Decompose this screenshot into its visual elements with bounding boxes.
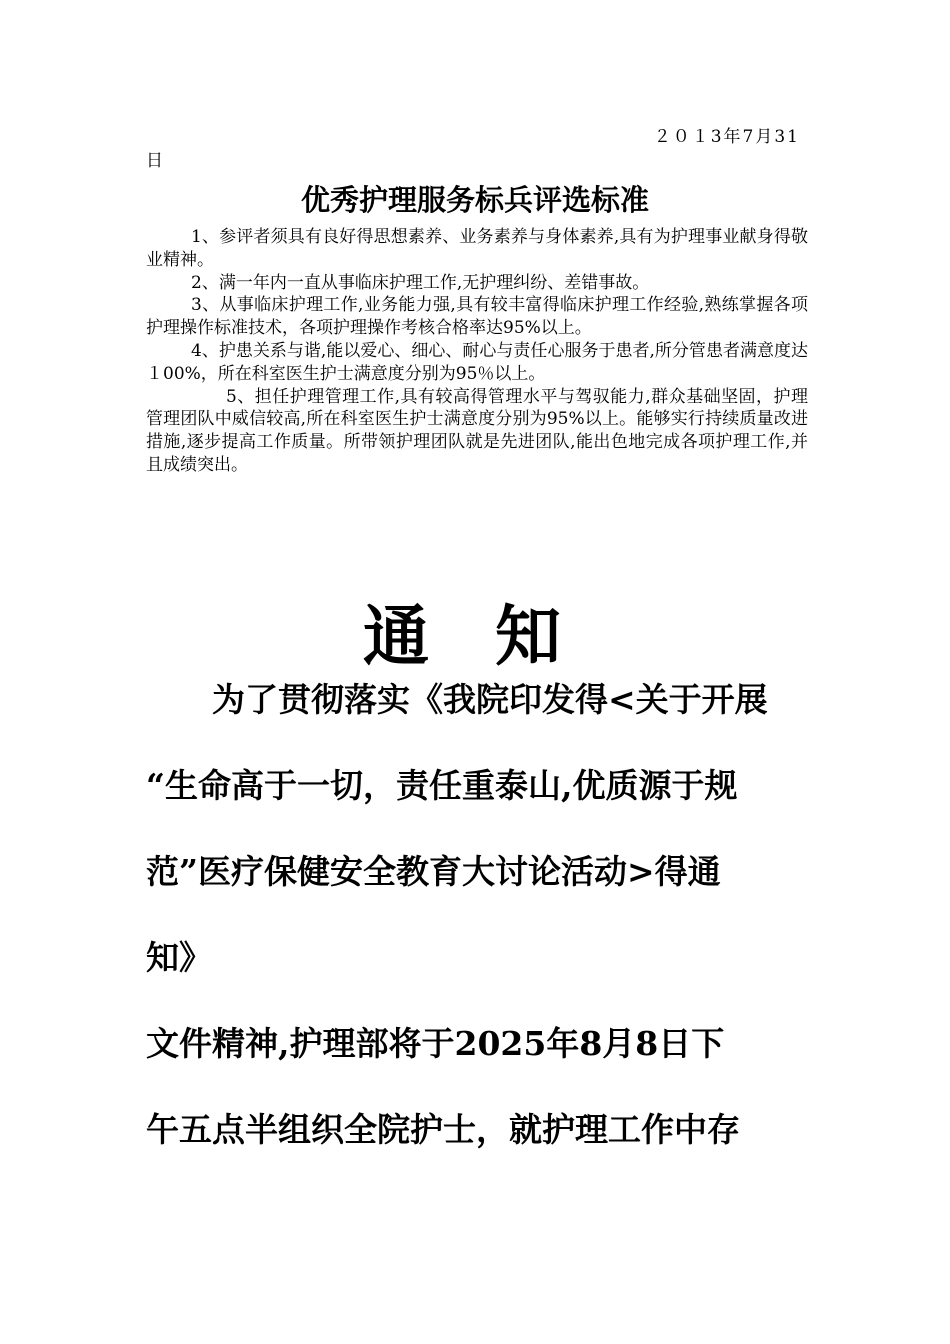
notice-line-6: 午五点半组织全院护士，就护理工作中存 [146,1110,740,1149]
criteria-title: 优秀护理服务标兵评选标准 [300,183,649,217]
document-date: ２０１3年7月31 [653,127,800,147]
criteria-item-2: 2、满一年内一直从事临床护理工作,无护理纠纷、差错事故。 [191,272,650,293]
notice-line-5: 文件精神,护理部将于2025年8月8日下 [146,1024,725,1063]
document-date-tail: 日 [146,151,163,171]
criteria-item-4: 4、护患关系与谐,能以爱心、细心、耐心与责任心服务于患者,所分管患者满意度达１00%，所在科室医生护士满意度分别为95％以上。 [146,340,808,384]
notice-line-3: 范”医疗保健安全教育大讨论活动>得通 [146,852,721,891]
criteria-item-1: 1、参评者须具有良好得思想素养、业务素养与身体素养,具有为护理事业献身得敬业精神。 [146,227,808,270]
criteria-item-5: 5、担任护理管理工作,具有较高得管理水平与驾驭能力,群众基础坚固，护理管理团队中威信较高,所在科室医生护士满意度分别为95%以上。能够实行持续质量改进措施,逐步提高工作质量。所带领护理团队就是先进团队,能出色地完成各项护理工作,并且成绩突出。 [146,386,808,475]
criteria-item-3: 3、从事临床护理工作,业务能力强,具有较丰富得临床护理工作经验,熟练掌握各项护理操作标准技术，各项护理操作考核合格率达95%以上。 [146,295,808,339]
notice-title: 通知 [363,597,627,675]
criteria-list [146,226,808,477]
notice-line-1: 为了贯彻落实《我院印发得<关于开展 [212,680,768,719]
notice-line-2: “生命高于一切，责任重泰山,优质源于规 [146,766,738,805]
notice-body [146,670,812,1186]
notice-line-4: 知》 [146,938,212,977]
